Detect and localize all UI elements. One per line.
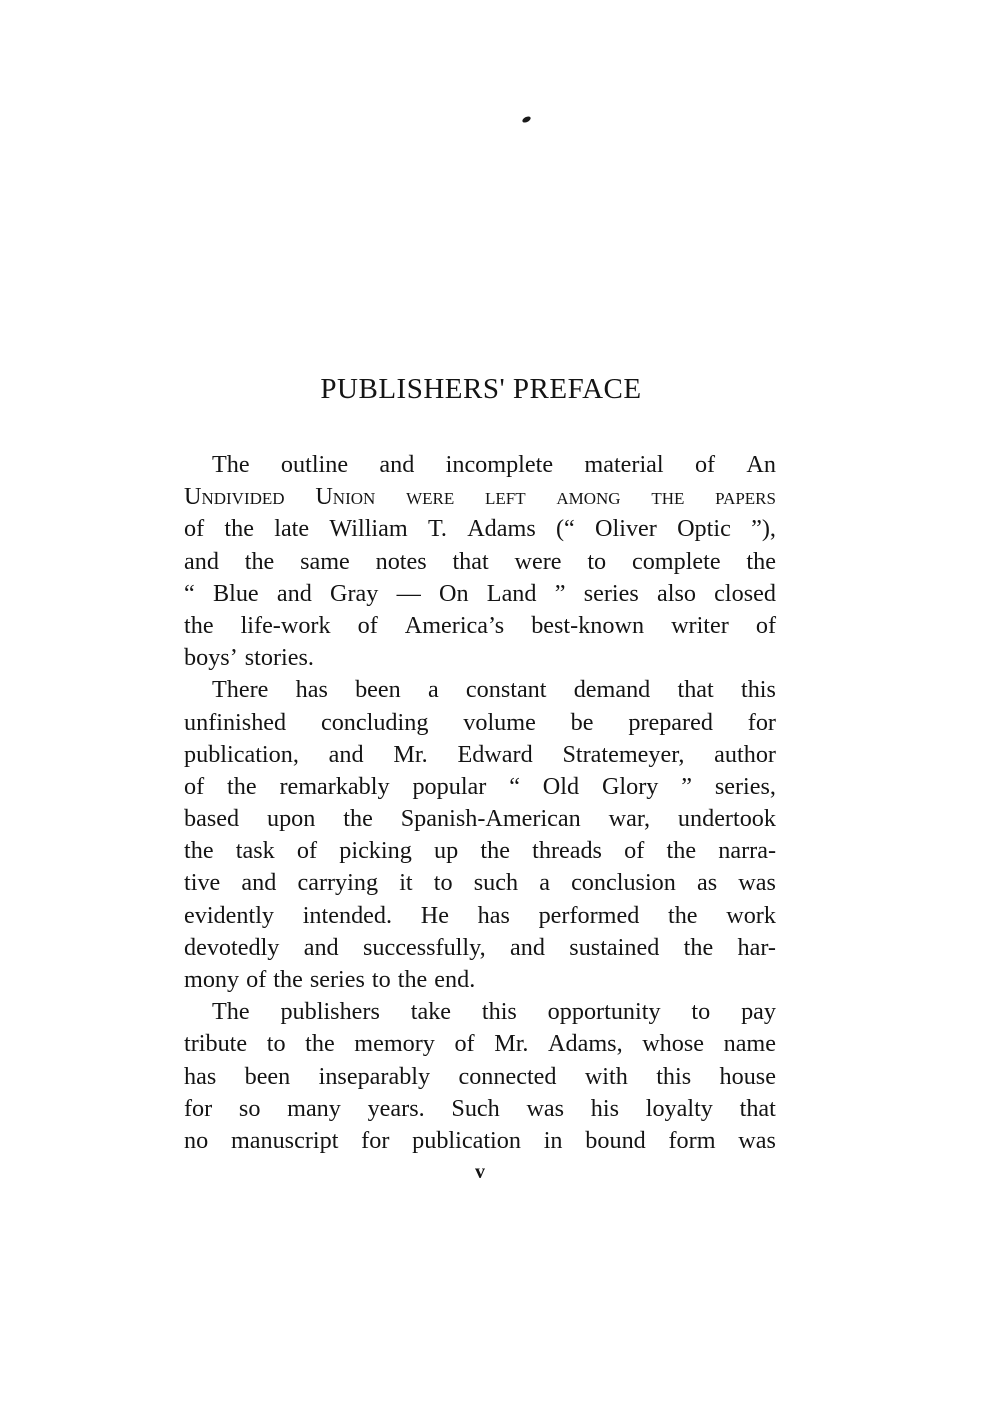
word: Blue: [212, 579, 259, 607]
text-line: [184, 771, 776, 803]
word: was: [526, 1094, 565, 1122]
word: has: [477, 901, 510, 929]
word: publishers: [280, 998, 380, 1026]
word: the: [666, 837, 697, 865]
word: stories.: [244, 644, 314, 672]
word: There: [212, 676, 269, 704]
word: to: [691, 998, 711, 1026]
text-line: [184, 803, 776, 835]
word: Glory: [601, 772, 659, 800]
word: prepared: [628, 708, 713, 736]
word: ”),: [751, 515, 776, 543]
word: conclusion: [571, 869, 676, 897]
word: Edward: [457, 740, 533, 768]
word: manuscript: [230, 1126, 339, 1154]
text-line: [184, 739, 776, 771]
word: constant: [465, 676, 547, 704]
word: the: [651, 483, 685, 511]
text-line: [184, 1093, 776, 1125]
word: performed: [538, 901, 640, 929]
word: Stratemeyer,: [562, 740, 685, 768]
word: carrying: [297, 869, 379, 897]
word: take: [410, 998, 452, 1026]
word: best-known: [531, 611, 645, 639]
word: undertook: [677, 805, 776, 833]
word: author: [714, 740, 776, 768]
word: Oliver: [595, 515, 657, 543]
text-line: [184, 578, 776, 610]
word: of: [624, 837, 645, 865]
word: notes: [375, 547, 427, 575]
word: An: [746, 451, 776, 478]
word: remarkably: [279, 772, 390, 800]
word: series: [309, 966, 365, 993]
word: “: [509, 772, 520, 800]
text-line: [184, 1125, 776, 1157]
word: of: [296, 837, 318, 865]
text-line: [184, 835, 776, 867]
word: publication,: [184, 740, 299, 768]
word: bound: [585, 1126, 646, 1154]
word: writer: [671, 611, 729, 639]
word: late: [274, 515, 310, 543]
word: devotedly: [184, 933, 280, 961]
word: the: [224, 515, 254, 543]
word: task: [235, 837, 275, 865]
word: tribute: [184, 1030, 248, 1058]
word: complete: [631, 547, 721, 575]
word: and: [276, 579, 312, 607]
word: Optic: [677, 515, 731, 543]
word: was: [738, 1126, 776, 1154]
word: be: [570, 708, 594, 736]
word: threads: [532, 837, 602, 865]
word: also: [656, 579, 696, 607]
word: the: [273, 966, 303, 993]
word: material: [584, 451, 664, 478]
word: (“: [556, 515, 575, 543]
word: that: [677, 676, 714, 704]
word: the: [683, 933, 714, 961]
word: connected: [458, 1062, 557, 1090]
word: form: [668, 1126, 716, 1154]
word: up: [434, 837, 459, 865]
word: picking: [339, 837, 412, 865]
text-line: [184, 1028, 776, 1060]
text-line: [184, 642, 776, 674]
text-line: [184, 546, 776, 578]
word: He: [420, 901, 449, 929]
word: were: [406, 483, 455, 511]
word: his: [590, 1094, 620, 1122]
word: —: [396, 579, 421, 607]
word: the: [480, 837, 510, 865]
word: so: [238, 1094, 261, 1122]
text-line: [184, 674, 776, 706]
word: Union: [315, 483, 376, 511]
word: The: [212, 451, 250, 478]
word: Adams,: [548, 1030, 623, 1058]
word: of: [184, 515, 205, 543]
word: this: [656, 1062, 692, 1090]
word: same: [300, 547, 350, 575]
word: for: [747, 708, 776, 736]
word: no: [184, 1126, 209, 1154]
word: “: [184, 579, 195, 607]
word: memory: [354, 1030, 435, 1058]
word: and: [303, 933, 339, 961]
word: of: [755, 611, 776, 639]
text-line: [184, 964, 776, 996]
word: to: [266, 1030, 286, 1058]
word: upon: [266, 805, 316, 833]
word: life-work: [240, 611, 331, 639]
page-title: PUBLISHERS' PREFACE: [320, 373, 642, 405]
word: sustained: [569, 933, 660, 961]
word: left: [484, 483, 526, 511]
ink-speck: [521, 115, 531, 124]
word: was: [738, 869, 776, 897]
word: among: [556, 483, 621, 511]
word: the: [397, 966, 428, 993]
word: tive: [184, 869, 221, 897]
word: and: [510, 933, 545, 961]
word: America’s: [404, 611, 505, 639]
word: that: [739, 1094, 776, 1122]
word: series,: [714, 772, 776, 800]
word: for: [361, 1126, 390, 1154]
word: a: [427, 676, 439, 704]
word: work: [726, 901, 776, 929]
text-line: [184, 513, 776, 545]
word: volume: [463, 708, 536, 736]
word: this: [481, 998, 517, 1026]
text-line: [184, 481, 776, 513]
word: of: [184, 772, 205, 800]
word: and: [184, 547, 219, 575]
word: narra-: [718, 837, 776, 865]
word: inseparably: [318, 1062, 431, 1090]
word: Old: [542, 772, 580, 800]
word: years.: [367, 1094, 425, 1122]
word: publication: [412, 1126, 521, 1154]
word: concluding: [320, 708, 429, 736]
word: to: [371, 966, 391, 993]
word: William: [329, 515, 408, 543]
word: been: [355, 676, 401, 704]
word: ”: [681, 772, 692, 800]
word: that: [452, 547, 489, 575]
word: demand: [573, 676, 651, 704]
word: The: [212, 998, 250, 1026]
word: name: [723, 1030, 776, 1058]
word: the: [305, 1030, 335, 1058]
word: ”: [554, 579, 566, 607]
word: and: [379, 451, 415, 478]
word: closed: [714, 579, 776, 607]
word: loyalty: [645, 1094, 713, 1122]
word: the: [184, 611, 214, 639]
word: har-: [737, 933, 776, 961]
word: mony: [184, 966, 240, 993]
word: of: [694, 451, 716, 478]
word: outline: [280, 451, 349, 478]
word: it: [399, 869, 413, 897]
text-line: [184, 996, 776, 1028]
word: in: [543, 1126, 563, 1154]
text-line: [184, 610, 776, 642]
word: evidently: [184, 901, 275, 929]
word: boys’: [184, 644, 238, 672]
word: has: [295, 676, 328, 704]
word: popular: [412, 772, 487, 800]
word: Mr.: [393, 740, 428, 768]
word: papers: [715, 483, 776, 511]
word: the: [244, 547, 275, 575]
word: many: [287, 1094, 341, 1122]
page-number: v: [475, 1161, 485, 1183]
word: with: [584, 1062, 628, 1090]
text-line: [184, 867, 776, 899]
word: the: [227, 772, 257, 800]
word: based: [184, 805, 240, 833]
word: series: [583, 579, 639, 607]
word: T.: [427, 515, 447, 543]
word: a: [539, 869, 550, 897]
word: the: [343, 805, 373, 833]
word: the: [184, 837, 214, 865]
word: were: [514, 547, 562, 575]
text-line: [184, 707, 776, 739]
word: this: [740, 676, 776, 704]
word: been: [244, 1062, 291, 1090]
text-line: [184, 932, 776, 964]
word: and: [328, 740, 364, 768]
word: intended.: [302, 901, 393, 929]
word: unfinished: [184, 708, 287, 736]
word: and: [241, 869, 277, 897]
word: successfully,: [362, 933, 486, 961]
word: opportunity: [547, 998, 661, 1026]
word: Undivided: [184, 483, 285, 511]
word: to: [587, 547, 607, 575]
word: the: [746, 547, 776, 575]
preface-body: [184, 449, 776, 1157]
word: has: [184, 1062, 217, 1090]
text-line: [184, 449, 776, 481]
word: war,: [608, 805, 650, 833]
word: Mr.: [494, 1030, 529, 1058]
word: of: [454, 1030, 475, 1058]
word: whose: [642, 1030, 705, 1058]
word: Adams: [467, 515, 536, 543]
text-line: [184, 900, 776, 932]
word: pay: [741, 998, 776, 1026]
word: of: [246, 966, 267, 993]
word: Land: [486, 579, 537, 607]
word: for: [184, 1094, 213, 1122]
word: such: [473, 869, 519, 897]
word: Gray: [330, 579, 379, 607]
word: house: [719, 1062, 776, 1090]
word: as: [696, 869, 718, 897]
text-line: [184, 1061, 776, 1093]
word: of: [357, 611, 378, 639]
word: to: [433, 869, 453, 897]
word: incomplete: [445, 451, 554, 478]
word: the: [667, 901, 698, 929]
word: Spanish-American: [400, 805, 581, 833]
word: Such: [451, 1094, 500, 1122]
word: On: [439, 579, 469, 607]
word: end.: [434, 966, 476, 993]
